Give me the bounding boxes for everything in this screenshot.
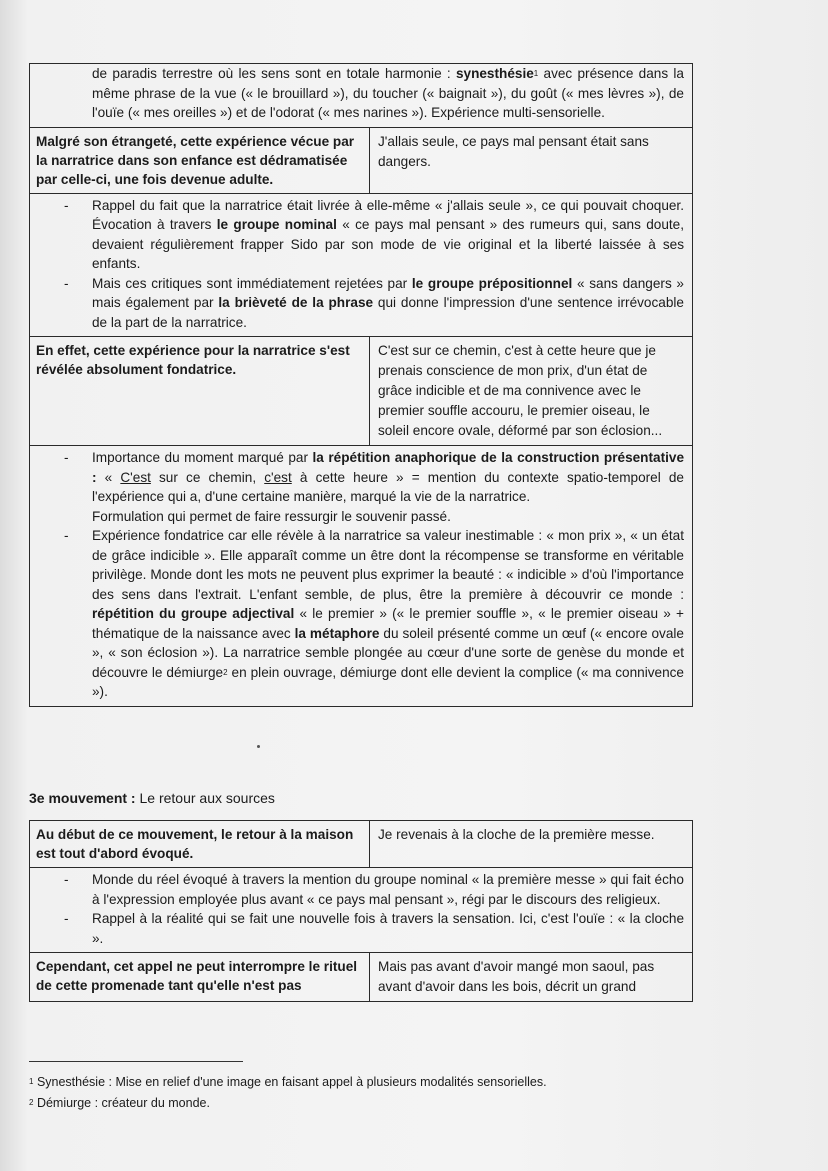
table-continuation-row: [30, 64, 692, 127]
quote-cell: Je revenais à la cloche de la première messe.: [378, 827, 655, 842]
footnote-separator: [29, 1061, 243, 1062]
continuation-text: de paradis terrestre où les sens sont en totale harmonie : synesthésie$^1$ avec présence dans la même phrase de la vue (« le brouillard »), du toucher (« baignait »), du goût (« mes lèvres »), de l'ouïe (« mes oreilles ») et de l'odorat (« mes narines »). Expérience multi-sensorielle.: [92, 66, 684, 120]
list-item: - Mais ces critiques sont immédiatement rejetées par le groupe prépositionnel « sans dangers » mais également par la brièveté de la phrase qui donne l'impression d'une sentence irrévocable de la part de la narratrice.: [64, 275, 684, 330]
table-row: [30, 336, 692, 445]
analysis-claim: Malgré son étrangeté, cette expérience vécue par la narratrice dans son enfance est dédramatisée par celle-ci, une fois devenue adulte.: [30, 128, 370, 193]
list-item: - Importance du moment marqué par la répétition anaphorique de la construction présentative : « C'est sur ce chemin, c'est à cette heure » = mention du contexte spatio-temporel de l'expérience qui a, d'une certaine manière, marqué la vie de la narratrice. Formulation qui permet de faire ressurgir le souvenir passé.: [64, 450, 685, 524]
analysis-table-bottom: [29, 820, 693, 1002]
quote-cell: J'allais seule, ce pays mal pensant était sans dangers.: [378, 133, 649, 169]
quote-cell: C'est sur ce chemin, c'est à cette heure que je prenais conscience de mon prix, d'un état de grâce indicible et de ma connivence avec le premier souffle accouru, le premier oiseau, le soleil encore ovale, déformé par son éclosion...: [378, 343, 663, 438]
list-item: - Expérience fondatrice car elle révèle à la narratrice sa valeur inestimable : « mon prix », « un état de grâce indicible ». Elle apparaît comme un être dont la récompense se transforme en véritable privilège. Monde dont les mots ne peuvent plus exprimer la beauté : « indicible » d'où l'importance des sens dans l'extrait. L'enfant semble, de plus, être la première à découvrir ce monde : répétition du groupe adjectival « le premier » (« le premier souffle », « le premier oiseau » + thématique de la naissance avec la métaphore du soleil présenté comme un œuf (« encore ovale », « son éclosion »). La narratrice semble plongée au cœur d'une sorte de genèse du monde et découvre le démiurge$^2$ en plein ouvrage, démiurge dont elle devient la complice (« ma connivence »).: [64, 528, 684, 699]
speck-mark: [257, 745, 260, 748]
list-item: - Rappel à la réalité qui se fait une nouvelle fois à travers la sensation. Ici, c'est l'ouïe : « la cloche ».: [64, 911, 684, 946]
footnote: $^2$ Démiurge : créateur du monde.: [29, 1096, 210, 1110]
table-commentary-row: [30, 867, 692, 952]
table-row: [30, 821, 692, 867]
table-commentary-row: [30, 445, 692, 706]
section-title: 3e mouvement : Le retour aux sources: [29, 790, 275, 806]
table-commentary-row: [30, 193, 692, 337]
list-item: - Monde du réel évoqué à travers la mention du groupe nominal « la première messe » qui fait écho à l'expression employée plus avant « ce pays mal pensant », régi par le discours des religieux.: [64, 872, 684, 907]
quote-cell: Mais pas avant d'avoir mangé mon saoul, pas avant d'avoir dans les bois, décrit un grand: [378, 959, 655, 994]
table-row: [30, 127, 692, 193]
analysis-claim: En effet, cette expérience pour la narratrice s'est révélée absolument fondatrice.: [30, 337, 370, 445]
list-item: - Rappel du fait que la narratrice était livrée à elle-même « j'allais seule », ce qui pouvait choquer. Évocation à travers le groupe nominal « ce pays mal pensant » des rumeurs qui, sans doute, devaient régulièrement frapper Sido par son mode de vie original et la liberté laissée à ses enfants.: [64, 197, 684, 271]
table-row: [30, 952, 692, 1001]
analysis-claim: Au début de ce mouvement, le retour à la maison est tout d'abord évoqué.: [30, 821, 370, 867]
footnote: $^1$ Synesthésie : Mise en relief d'une image en faisant appel à plusieurs modalités sensorielles.: [29, 1075, 547, 1089]
analysis-claim: Cependant, cet appel ne peut interrompre le rituel de cette promenade tant qu'elle n'est pas: [30, 953, 370, 1001]
analysis-table-top: [29, 63, 693, 707]
